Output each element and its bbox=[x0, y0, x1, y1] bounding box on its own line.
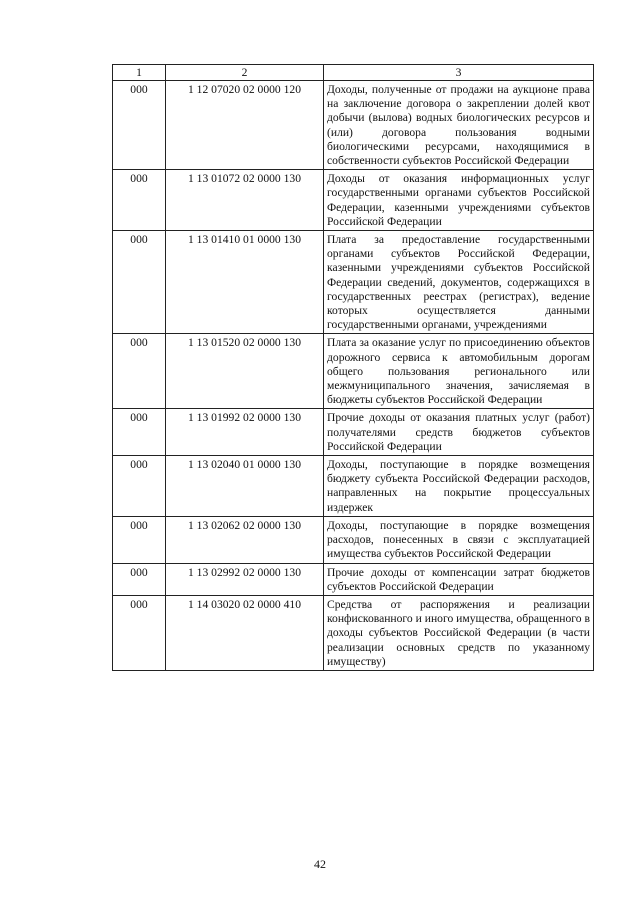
table-row bbox=[113, 516, 594, 563]
revenue-code-cell: 1 13 02040 01 0000 130 bbox=[166, 456, 324, 517]
revenue-code-cell: 1 13 01992 02 0000 130 bbox=[166, 409, 324, 456]
revenue-description-cell: Прочие доходы от компенсации затрат бюджетов субъектов Российской Федерации bbox=[324, 563, 594, 595]
table-row bbox=[113, 231, 594, 334]
revenue-description-cell: Плата за оказание услуг по присоединению объектов дорожного сервиса к автомобильным дорогам общего пользования регионального или межмуниципального значения, зачисляемая в бюджеты субъектов Российской Федерации bbox=[324, 334, 594, 409]
admin-code-cell: 000 bbox=[113, 170, 166, 231]
admin-code-cell: 000 bbox=[113, 334, 166, 409]
table-header bbox=[113, 65, 594, 81]
admin-code-cell: 000 bbox=[113, 456, 166, 517]
revenue-code-cell: 1 13 02992 02 0000 130 bbox=[166, 563, 324, 595]
revenue-description-cell: Доходы, полученные от продажи на аукционе права на заключение договора о закреплении долей квот добычи (вылова) водных биологических ресурсов и (или) договора пользования водными биологическими ресурсами, находящимися в собственности субъектов Российской Федерации bbox=[324, 81, 594, 170]
table-row bbox=[113, 170, 594, 231]
table-row bbox=[113, 563, 594, 595]
table-row bbox=[113, 409, 594, 456]
table-row bbox=[113, 81, 594, 170]
revenue-description-cell: Доходы, поступающие в порядке возмещения расходов, понесенных в связи с эксплуатацией имущества субъектов Российской Федерации bbox=[324, 516, 594, 563]
admin-code-cell: 000 bbox=[113, 595, 166, 670]
revenue-description-cell: Средства от распоряжения и реализации конфискованного и иного имущества, обращенного в доходы субъектов Российской Федерации (в части реализации основных средств по указанному имуществу) bbox=[324, 595, 594, 670]
admin-code-cell: 000 bbox=[113, 516, 166, 563]
revenue-description-cell: Доходы от оказания информационных услуг государственными органами субъектов Российской Федерации, казенными учреждениями субъектов Российской Федерации bbox=[324, 170, 594, 231]
admin-code-cell: 000 bbox=[113, 563, 166, 595]
revenue-code-cell: 1 13 02062 02 0000 130 bbox=[166, 516, 324, 563]
revenue-code-cell: 1 14 03020 02 0000 410 bbox=[166, 595, 324, 670]
revenue-description-cell: Плата за предоставление государственными органами субъектов Российской Федерации, казенными учреждениями субъектов Российской Федерации сведений, документов, содержащихся в государственных реестрах (регистрах), ведение которых осуществляется данными государственными органами, учреждениями bbox=[324, 231, 594, 334]
admin-code-cell: 000 bbox=[113, 231, 166, 334]
revenue-description-cell: Прочие доходы от оказания платных услуг (работ) получателями средств бюджетов субъектов Российской Федерации bbox=[324, 409, 594, 456]
revenue-code-cell: 1 12 07020 02 0000 120 bbox=[166, 81, 324, 170]
revenue-description-cell: Доходы, поступающие в порядке возмещения бюджету субъекта Российской Федерации расходов, направленных на покрытие процессуальных издержек bbox=[324, 456, 594, 517]
table-row bbox=[113, 456, 594, 517]
column-header-3: 3 bbox=[324, 65, 594, 81]
admin-code-cell: 000 bbox=[113, 81, 166, 170]
page-number: 42 bbox=[314, 857, 326, 871]
column-header-2: 2 bbox=[166, 65, 324, 81]
admin-code-cell: 000 bbox=[113, 409, 166, 456]
table-row bbox=[113, 595, 594, 670]
table-row bbox=[113, 334, 594, 409]
header-row bbox=[113, 65, 594, 81]
revenue-code-cell: 1 13 01410 01 0000 130 bbox=[166, 231, 324, 334]
revenue-codes-table bbox=[112, 64, 594, 671]
revenue-code-cell: 1 13 01072 02 0000 130 bbox=[166, 170, 324, 231]
table-body bbox=[113, 81, 594, 671]
column-header-1: 1 bbox=[113, 65, 166, 81]
revenue-code-cell: 1 13 01520 02 0000 130 bbox=[166, 334, 324, 409]
